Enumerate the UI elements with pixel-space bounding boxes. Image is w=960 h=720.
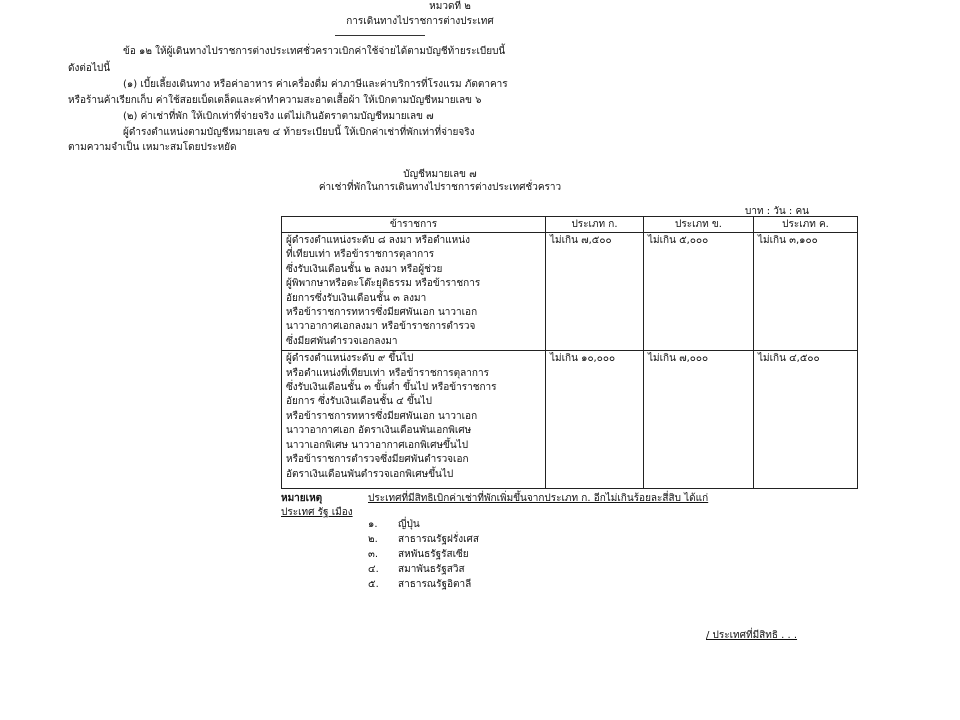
country-name: สหพันธรัฐรัสเซีย [398,549,469,560]
accommodation-rate-table [281,216,858,489]
list-number: ๓. [368,549,379,560]
table-header-row [282,217,858,233]
note-text: ประเทศที่มีสิทธิเบิกค่าเช่าที่พักเพิ่มขึ้นจากประเภท ก. อีกไม่เกินร้อยละสี่สิบ ได้แก่ [368,493,709,504]
list-number: ๕. [368,579,379,590]
country-name: ญี่ปุ่น [398,519,420,530]
item-2: (๒) ค่าเช่าที่พัก ให้เบิกเท่าที่จ่ายจริง แต่ไม่เกินอัตราตามบัญชีหมายเลข ๗ [123,111,434,122]
clause-12-line-2: ดังต่อไปนี้ [68,63,111,74]
note-label: หมายเหตุ [281,493,323,504]
table-row [282,233,858,351]
paragraph-3-line-1: ผู้ดำรงตำแหน่งตามบัญชีหมายเลข ๔ ท้ายระเบียบนี้ ให้เบิกค่าเช่าที่พักเท่าที่จ่ายจริง [123,127,475,138]
list-number: ๔. [368,564,379,575]
rate-type-a: ไม่เกิน ๑๐,๐๐๐ [546,351,644,489]
list-item [368,532,479,547]
header-official: ข้าราชการ [282,217,546,233]
heading-underline [335,35,425,36]
section-heading: หมวดที่ ๒ [429,1,471,12]
rate-type-b: ไม่เกิน ๕,๐๐๐ [644,233,754,351]
continuation-text: / ประเทศที่มีสิทธิ . . . [706,630,798,641]
list-item [368,517,479,532]
note-text-continued: ประเทศ รัฐ เมือง [281,507,353,518]
country-list [368,517,479,592]
list-number: ๒. [368,534,378,545]
item-1-line-1: (๑) เบี้ยเลี้ยงเดินทาง หรือค่าอาหาร ค่าเครื่องดื่ม ค่าภาษีและค่าบริการที่โรงแรม ภัตตาคาร [123,79,508,90]
table-row [282,351,858,489]
official-description: ผู้ดำรงตำแหน่งระดับ ๘ ลงมา หรือตำแหน่ง ที่เทียบเท่า หรือข้าราชการตุลาการ ซึ่งรับเงินเดือนชั้น ๒ ลงมา หรือผู้ช่วย ผู้พิพากษาหรือดะโต๊ะยุติธรรม หรือข้าราชการ อัยการซึ่งรับเงินเดือนชั้น ๓ ลงมา หรือข้าราชการทหารซึ่งมียศพันเอก นาวาเอก นาวาอากาศเอกลงมา หรือข้าราชการตำรวจ ซึ่งมียศพันตำรวจเอกลงมา [282,233,546,351]
unit-label: บาท : วัน : คน [745,206,809,217]
schedule-number: บัญชีหมายเลข ๗ [403,169,477,180]
paragraph-3-line-2: ตามความจำเป็น เหมาะสมโดยประหยัด [68,142,237,153]
list-item [368,577,479,592]
official-description: ผู้ดำรงตำแหน่งระดับ ๙ ขึ้นไป หรือตำแหน่งที่เทียบเท่า หรือข้าราชการตุลาการ ซึ่งรับเงินเดือนชั้น ๓ ขั้นต่ำ ขึ้นไป หรือข้าราชการ อัยการ ซึ่งรับเงินเดือนชั้น ๔ ขึ้นไป หรือข้าราชการทหารซึ่งมียศพันเอก นาวาเอก นาวาอากาศเอก อัตราเงินเดือนพันเอกพิเศษ นาวาเอกพิเศษ นาวาอากาศเอกพิเศษขึ้นไป หรือข้าราชการตำรวจซึ่งมียศพันตำรวจเอก อัตราเงินเดือนพันตำรวจเอกพิเศษขึ้นไป [282,351,546,489]
country-name: สาธารณรัฐฝรั่งเศส [398,534,479,545]
item-1-line-2: หรือร้านค้าเรียกเก็บ ค่าใช้สอยเบ็ดเตล็ดและค่าทำความสะอาดเสื้อผ้า ให้เบิกตามบัญชีหมายเลข ๖ [68,95,482,106]
country-name: สาธารณรัฐอิตาลี [398,579,472,590]
country-name: สมาพันธรัฐสวิส [398,564,465,575]
header-type-a: ประเภท ก. [546,217,644,233]
list-item [368,562,479,577]
list-item [368,547,479,562]
header-type-b: ประเภท ข. [644,217,754,233]
list-number: ๑. [368,519,378,530]
rate-type-a: ไม่เกิน ๗,๕๐๐ [546,233,644,351]
header-type-c: ประเภท ค. [754,217,858,233]
schedule-title: ค่าเช่าที่พักในการเดินทางไปราชการต่างประเทศชั่วคราว [318,182,562,193]
section-title: การเดินทางไปราชการต่างประเทศ [346,16,494,27]
rate-type-c: ไม่เกิน ๓,๑๐๐ [754,233,858,351]
clause-12-line-1: ข้อ ๑๒ ให้ผู้เดินทางไปราชการต่างประเทศชั่วคราวเบิกค่าใช้จ่ายได้ตามบัญชีท้ายระเบียบนี้ [123,46,506,57]
rate-type-c: ไม่เกิน ๔,๕๐๐ [754,351,858,489]
rate-type-b: ไม่เกิน ๗,๐๐๐ [644,351,754,489]
